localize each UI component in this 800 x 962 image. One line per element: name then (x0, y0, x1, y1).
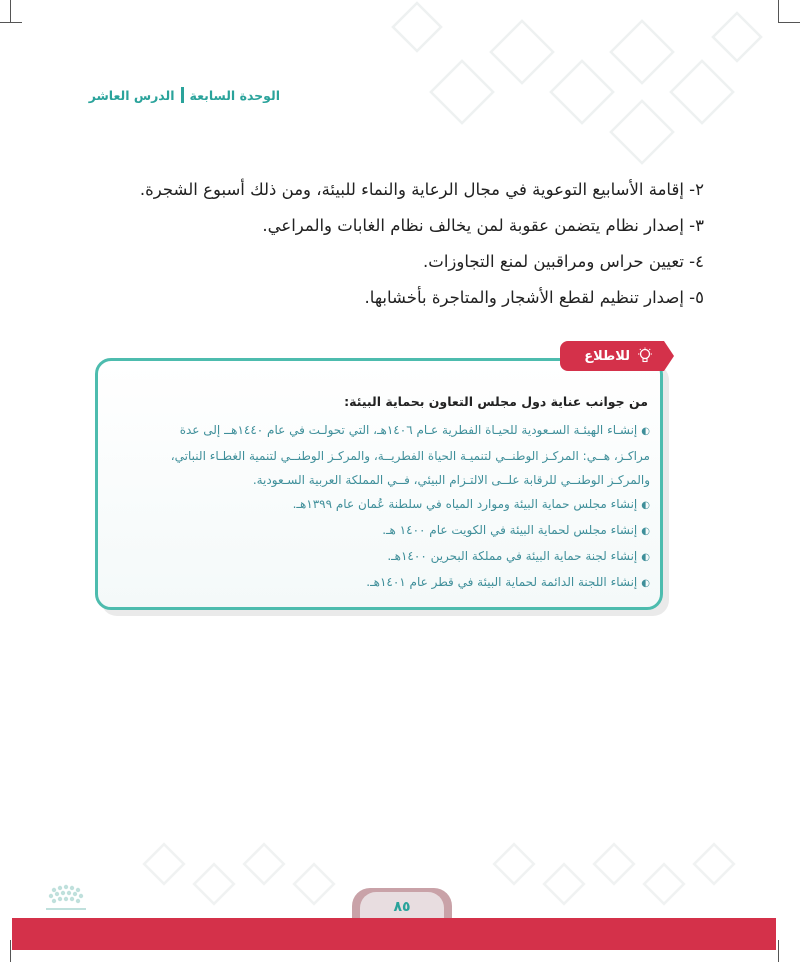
list-item: ٤- تعيين حراس ومراقبين لمنع التجاوزات. (423, 252, 704, 271)
info-item-text: إنشاء مجلس لحماية البيئة في الكويت عام ١٤٠٠ هـ. (382, 523, 638, 537)
crop-mark (0, 22, 22, 23)
info-tab-label: للاطلاع (584, 348, 630, 364)
crop-mark (778, 940, 779, 962)
list-item (102, 418, 650, 444)
ministry-logo (36, 880, 96, 920)
info-list (102, 418, 650, 596)
main-list (84, 172, 704, 316)
list-item: ٣- إصدار نظام يتضمن عقوبة لمن يخالف نظام الغابات والمراعي. (262, 216, 704, 235)
info-item-text: إنشـاء الهيئـة السـعودية للحيـاة الفطرية عـام ١٤٠٦هـ، التي تحولـت في عام ١٤٤٠هــ إلى عدة (179, 423, 638, 437)
bullet-icon: ◐ (641, 578, 650, 589)
lesson-title: الدرس العاشر (88, 87, 175, 103)
crop-mark (10, 0, 11, 22)
info-item-text: إنشاء لجنة حماية البيئة في مملكة البحرين ١٤٠٠هـ. (387, 549, 638, 563)
unit-title: الوحدة السابعة (189, 87, 280, 103)
page-number: ٨٥ (360, 892, 444, 922)
footer-bar (12, 918, 776, 950)
page-header (80, 84, 280, 106)
bullet-icon: ◐ (641, 500, 650, 511)
list-item-continuation: مراكـز، هــي: المركـز الوطنــي لتنميـة الحياة الفطريــة، والمركـز الوطنــي لتنمية الغطـاء النباتي، (170, 449, 650, 463)
info-tab (560, 341, 664, 371)
crop-mark (778, 0, 779, 22)
crop-mark (778, 22, 800, 23)
list-item (102, 570, 650, 596)
list-item (102, 544, 650, 570)
list-item: ٥- إصدار تنظيم لقطع الأشجار والمتاجرة بأخشابها. (364, 288, 704, 307)
info-heading: من جوانب عناية دول مجلس التعاون بحماية البيئة: (344, 394, 648, 409)
header-separator (181, 87, 184, 103)
lightbulb-icon (636, 347, 654, 365)
bullet-icon: ◐ (641, 552, 650, 563)
list-item-continuation: والمركـز الوطنــي للرقابة علــى الالتـزام البيئي، فــي المملكة العربية السـعودية. (252, 473, 650, 487)
bullet-icon: ◐ (641, 426, 650, 437)
info-tab-arrow (664, 341, 674, 371)
list-item (102, 518, 650, 544)
info-item-text: إنشاء مجلس حماية البيئة وموارد المياه في سلطنة عُمان عام ١٣٩٩هـ. (292, 497, 638, 511)
list-item (102, 492, 650, 518)
bullet-icon: ◐ (641, 526, 650, 537)
crop-mark (10, 940, 11, 962)
info-item-text: إنشاء اللجنة الدائمة لحماية البيئة في قطر عام ١٤٠١هـ. (366, 575, 638, 589)
list-item: ٢- إقامة الأسابيع التوعوية في مجال الرعاية والنماء للبيئة، ومن ذلك أسبوع الشجرة. (139, 180, 704, 199)
